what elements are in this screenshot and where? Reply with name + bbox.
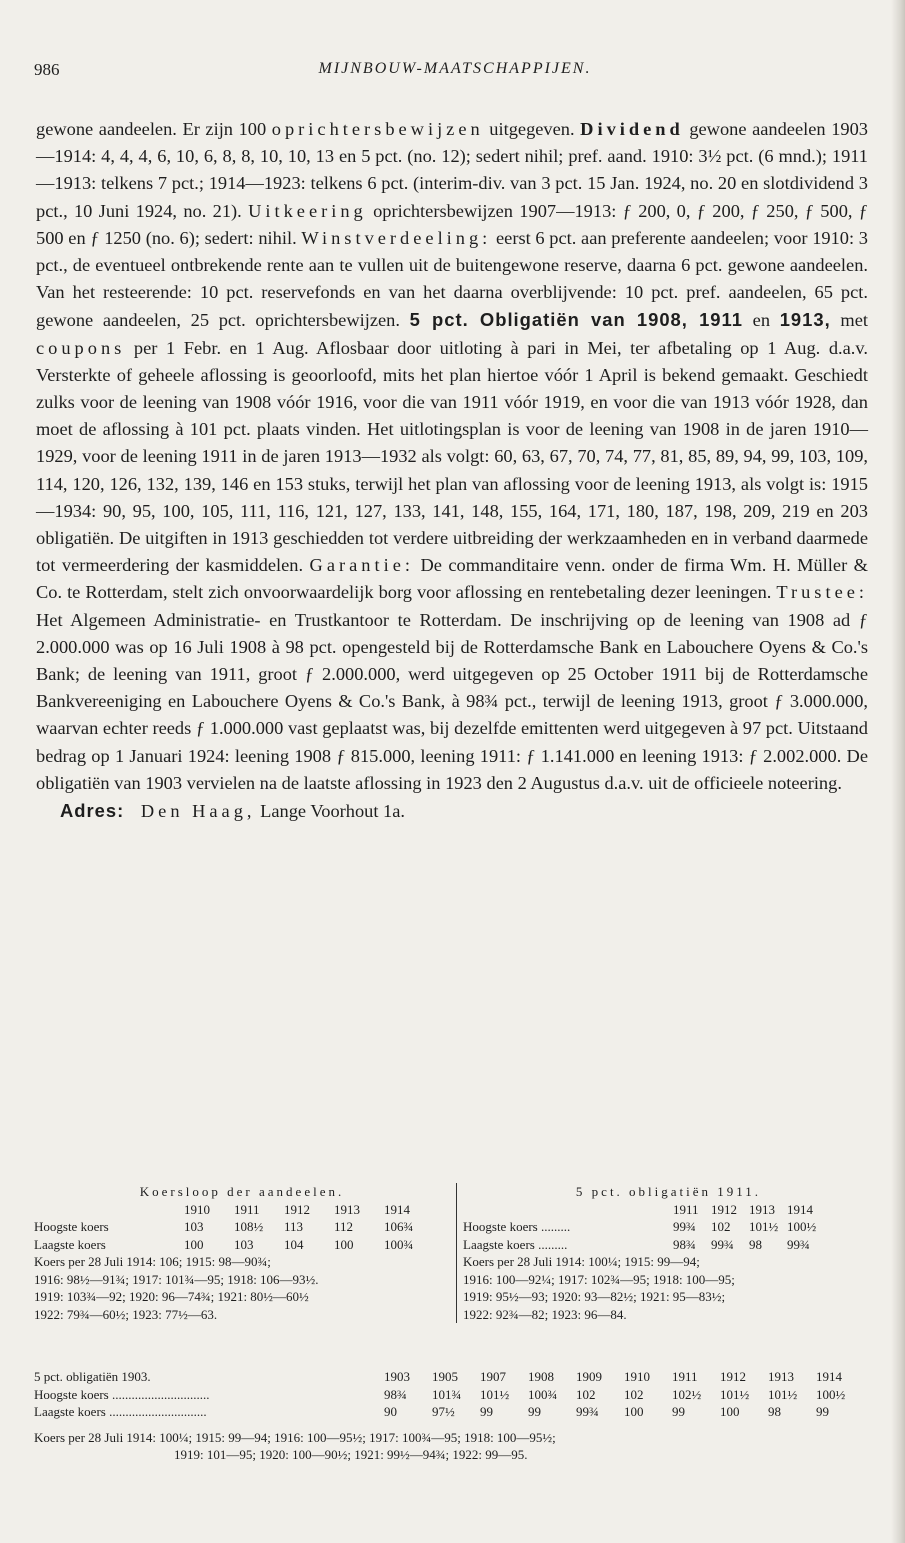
value-cell: 98¾ (673, 1236, 696, 1252)
value-cell: 101½ (749, 1219, 779, 1234)
value-cell: 102 (576, 1386, 596, 1402)
table-row (463, 1236, 874, 1254)
value-cell: 101½ (720, 1386, 750, 1402)
text-run: en (752, 310, 771, 331)
year-cell: 1913 (768, 1369, 794, 1384)
year-cell: 1910 (184, 1201, 210, 1217)
value-cell: 103 (184, 1219, 204, 1234)
value-cell: 99¾ (673, 1219, 696, 1234)
text-run: gewone aandeelen 1903—1914: 4, 4, 4, 6, 10, 6, 8, 8, 10, 10, 13 en 5 pct. (no. 12); sedert nihil; pref. aand. 1910: 3½ pct. (6 mnd.); 1911—1913: telkens 7 pct.; 1914—1923: telkens 6 pct. (interim-div. van 3 pct. 15 Jan. 1924, no. 20 en slotdividend 3 pct., 10 Juni 1924, no. 21). (36, 119, 868, 221)
value-cell: 100½ (816, 1386, 846, 1402)
value-cell: 100¾ (384, 1236, 414, 1252)
year-cell: 1913 (749, 1201, 775, 1217)
row-label: Laagste koers ......... (463, 1236, 568, 1252)
year-cell: 1909 (576, 1369, 602, 1384)
value-cell: 99 (480, 1404, 493, 1419)
body-text (36, 116, 868, 825)
table-title: 5 pct. obligatiën 1911. (575, 1184, 762, 1199)
row-label: Hoogste koers .............................. (34, 1386, 210, 1402)
value-cell: 98 (768, 1404, 781, 1419)
text-run: De commanditaire venn. onder de firma Wm. H. Müller & Co. te Rotterdam, stelt zich onvoorwaardelijk borg voor aflossing en rentebetaling dezer leeningen. (36, 555, 868, 603)
value-cell: 113 (284, 1219, 304, 1234)
page-number: 986 (34, 60, 60, 79)
value-cell: 100 (184, 1236, 204, 1252)
table-header-row (463, 1201, 874, 1219)
year-cell: 1905 (432, 1369, 458, 1384)
section-garantie: Garantie: (309, 555, 414, 576)
value-cell: 103 (234, 1236, 254, 1252)
section-uitkeering: Uitkeering (248, 200, 367, 221)
value-cell: 102½ (672, 1386, 702, 1402)
value-cell: 101¾ (432, 1386, 462, 1402)
year-cell: 1913 (334, 1201, 360, 1217)
year-cell: 1914 (816, 1369, 842, 1384)
value-cell: 101½ (480, 1386, 510, 1402)
value-cell: 101½ (768, 1386, 798, 1402)
year-cell: 1912 (711, 1201, 737, 1217)
row-label: Hoogste koers (34, 1219, 109, 1234)
koers-line: 1922: 92¾—82; 1923: 96—84. (463, 1306, 627, 1322)
value-cell: 102 (624, 1386, 644, 1402)
spaced-term: oprichtersbewijzen (271, 119, 484, 139)
value-cell: 98 (749, 1236, 762, 1252)
table-row (34, 1236, 450, 1254)
table-row (34, 1386, 874, 1404)
year-cell: 1908 (528, 1369, 554, 1384)
koers-line: 1916: 98½—91¾; 1917: 101¾—95; 1918: 106—93½. (34, 1271, 319, 1287)
value-cell: 106¾ (384, 1219, 414, 1234)
page-edge-shadow (891, 0, 905, 1543)
year-cell: 1912 (284, 1201, 310, 1217)
koers-line: 1922: 79¾—60½; 1923: 77½—63. (34, 1306, 218, 1322)
text-run: uitgegeven. (489, 119, 575, 139)
row-label: Laagste koers (34, 1236, 106, 1252)
koers-block (34, 1429, 874, 1464)
table-title: Koersloop der aandeelen. (139, 1184, 345, 1199)
table-header-row (34, 1368, 874, 1386)
value-cell: 104 (284, 1236, 304, 1252)
value-cell: 98¾ (384, 1386, 407, 1402)
year-cell: 1907 (480, 1369, 506, 1384)
value-cell: 100 (720, 1404, 740, 1419)
value-cell: 102 (711, 1219, 731, 1234)
koers-line: 1919: 95½—93; 1920: 93—82½; 1921: 95—83½; (463, 1289, 726, 1304)
row-label: Laagste koers .............................. (34, 1404, 207, 1419)
price-tables (34, 1183, 874, 1323)
year-cell: 1910 (624, 1369, 650, 1384)
section-winstverdeeling: Winstverdeeling: (301, 227, 492, 248)
koers-line: 1919: 103¾—92; 1920: 96—74¾; 1921: 80½—60½ (34, 1289, 309, 1304)
address-line (36, 797, 868, 825)
address-label: Adres: (60, 800, 125, 822)
text-run: per 1 Febr. en 1 Aug. Aflosbaar door uitloting à pari in Mei, ter afbetaling op 1 Aug. d.a.v. Versterkte of geheele aflossing is geoorloofd, mits het plan hiertoe vóór 1 April is bekend gemaakt. Geschiedt zulks voor de leening van 1908 vóór 1916, voor die van 1911 vóór 1919, en voor die van 1913 vóór 1928, dan moet de aflossing à 101 pct. plaats vinden. Het uitlotingsplan is voor de leening van 1908 in de jaren 1910—1929, voor de leening 1911 in de jaren 1913—1932 als volgt: 60, 63, 67, 70, 74, 77, 81, 85, 89, 94, 99, 103, 109, 114, 120, 126, 132, 139, 146 en 153 stuks, terwijl het plan van aflossing voor de leening 1913, als volgt is: 1915—1934: 90, 95, 100, 105, 111, 116, 121, 127, 133, 141, 148, 155, 164, 171, 180, 187, 198, 209, 219 en 203 obligatiën. De uitgiften in 1913 geschiedden tot verdere uitbreiding der werkzaamheden en in verband daarmede tot vermeerdering der kasmiddelen. (36, 337, 868, 576)
text-run: eerst 6 pct. aan preferente aandeelen; voor 1910: 3 pct., de eventueel ontbrekende rente aan te vullen uit de buitengewone reserve, daarna 6 pct. gewone aandeelen. Van het resteerende: 10 pct. reservefonds en van het daarna overblijvende: 10 pct. pref. aandeelen, 65 pct. gewone aandeelen, 25 pct. oprichtersbewijzen. (36, 227, 868, 331)
value-cell: 100 (334, 1236, 354, 1252)
value-cell: 90 (384, 1404, 397, 1419)
text-run: met (840, 310, 868, 331)
koers-line: 1919: 101—95; 1920: 100—90½; 1921: 99½—94¾; 1922: 99—95. (174, 1447, 528, 1462)
section-obligaties: 5 pct. Obligatiën van 1908, 1911 (409, 309, 743, 331)
koers-line: Koers per 28 Juli 1914: 100¼; 1915: 99—94; 1916: 100—95½; 1917: 100¾—95; 1918: 100—95½; (34, 1429, 556, 1445)
koers-line: 1916: 100—92¼; 1917: 102¾—95; 1918: 100—95; (463, 1271, 735, 1287)
year-cell: 1903 (384, 1369, 410, 1384)
value-cell: 97½ (432, 1404, 455, 1419)
section-dividend: Dividend (580, 119, 684, 139)
value-cell: 99¾ (576, 1404, 599, 1419)
value-cell: 99 (528, 1404, 541, 1419)
table-row (34, 1218, 450, 1236)
value-cell: 100¾ (528, 1386, 558, 1402)
spaced-term: coupons (36, 337, 126, 358)
text-run: oprichtersbewijzen 1907—1913: ƒ 200, 0, ƒ 200, ƒ 250, ƒ 500, ƒ 500 en ƒ 1250 (no. 6); sedert: nihil. (36, 200, 869, 248)
value-cell: 99¾ (787, 1236, 810, 1252)
running-title: MIJNBOUW-MAATSCHAPPIJEN. (318, 60, 592, 77)
table-shares (34, 1183, 456, 1323)
value-cell: 100½ (787, 1219, 817, 1234)
value-cell: 112 (334, 1219, 354, 1234)
year-cell: 1911 (672, 1369, 698, 1384)
year-cell: 1912 (720, 1369, 746, 1384)
table-header-row (34, 1201, 450, 1219)
table-title: 5 pct. obligatiën 1903. (34, 1369, 151, 1384)
table-row (34, 1403, 874, 1421)
text-run: gewone aandeelen. Er zijn 100 (36, 119, 267, 139)
section-obligaties-year: 1913, (779, 309, 831, 331)
text-run: Het Algemeen Administratie- en Trustkantoor te Rotterdam. De inschrijving op de leening van 1908 ad ƒ 2.000.000 was op 16 Juli 1908 à 98 pct. opengesteld bij de Rotterdamsche Bank en Labouchere Oyens & Co.'s Bank; de leening van 1911, groot ƒ 2.000.000, werd uitgegeven op 25 October 1911 bij de Rotterdamsche Bankvereeniging en Labouchere Oyens & Co.'s Bank, à 98¾ pct., terwijl de leening 1913, groot ƒ 3.000.000, waarvan echter reeds ƒ 1.000.000 vast geplaatst was, bij dezelfde emittenten werd uitgegeven à 97 pct. Uitstaand bedrag op 1 Januari 1924: leening 1908 ƒ 815.000, leening 1911: ƒ 1.141.000 en leening 1913: ƒ 2.002.000. De obligatiën van 1903 vervielen na de laatste aflossing in 1923 den 2 Augustus d.a.v. uit de officieele noteering. (36, 609, 868, 793)
value-cell: 99¾ (711, 1236, 734, 1252)
section-trustee: Trustee: (776, 582, 868, 603)
koers-line: Koers per 28 Juli 1914: 100¼; 1915: 99—94; (463, 1254, 700, 1269)
year-cell: 1914 (787, 1201, 813, 1217)
year-cell: 1911 (673, 1201, 699, 1217)
table-bonds-1911 (456, 1183, 874, 1323)
year-cell: 1911 (234, 1201, 260, 1217)
year-cell: 1914 (384, 1201, 410, 1217)
value-cell: 108½ (234, 1219, 264, 1234)
row-label: Hoogste koers ......... (463, 1219, 571, 1234)
table-bonds-1903 (34, 1368, 874, 1464)
address-street: Lange Voorhout 1a. (260, 801, 406, 822)
value-cell: 99 (816, 1404, 829, 1419)
table-row (463, 1218, 874, 1236)
value-cell: 99 (672, 1404, 685, 1419)
paragraph (36, 116, 868, 797)
address-city: Den Haag, (140, 801, 256, 822)
page-header (30, 60, 880, 90)
koers-line: Koers per 28 Juli 1914: 106; 1915: 98—90¾; (34, 1254, 271, 1269)
value-cell: 100 (624, 1404, 644, 1419)
